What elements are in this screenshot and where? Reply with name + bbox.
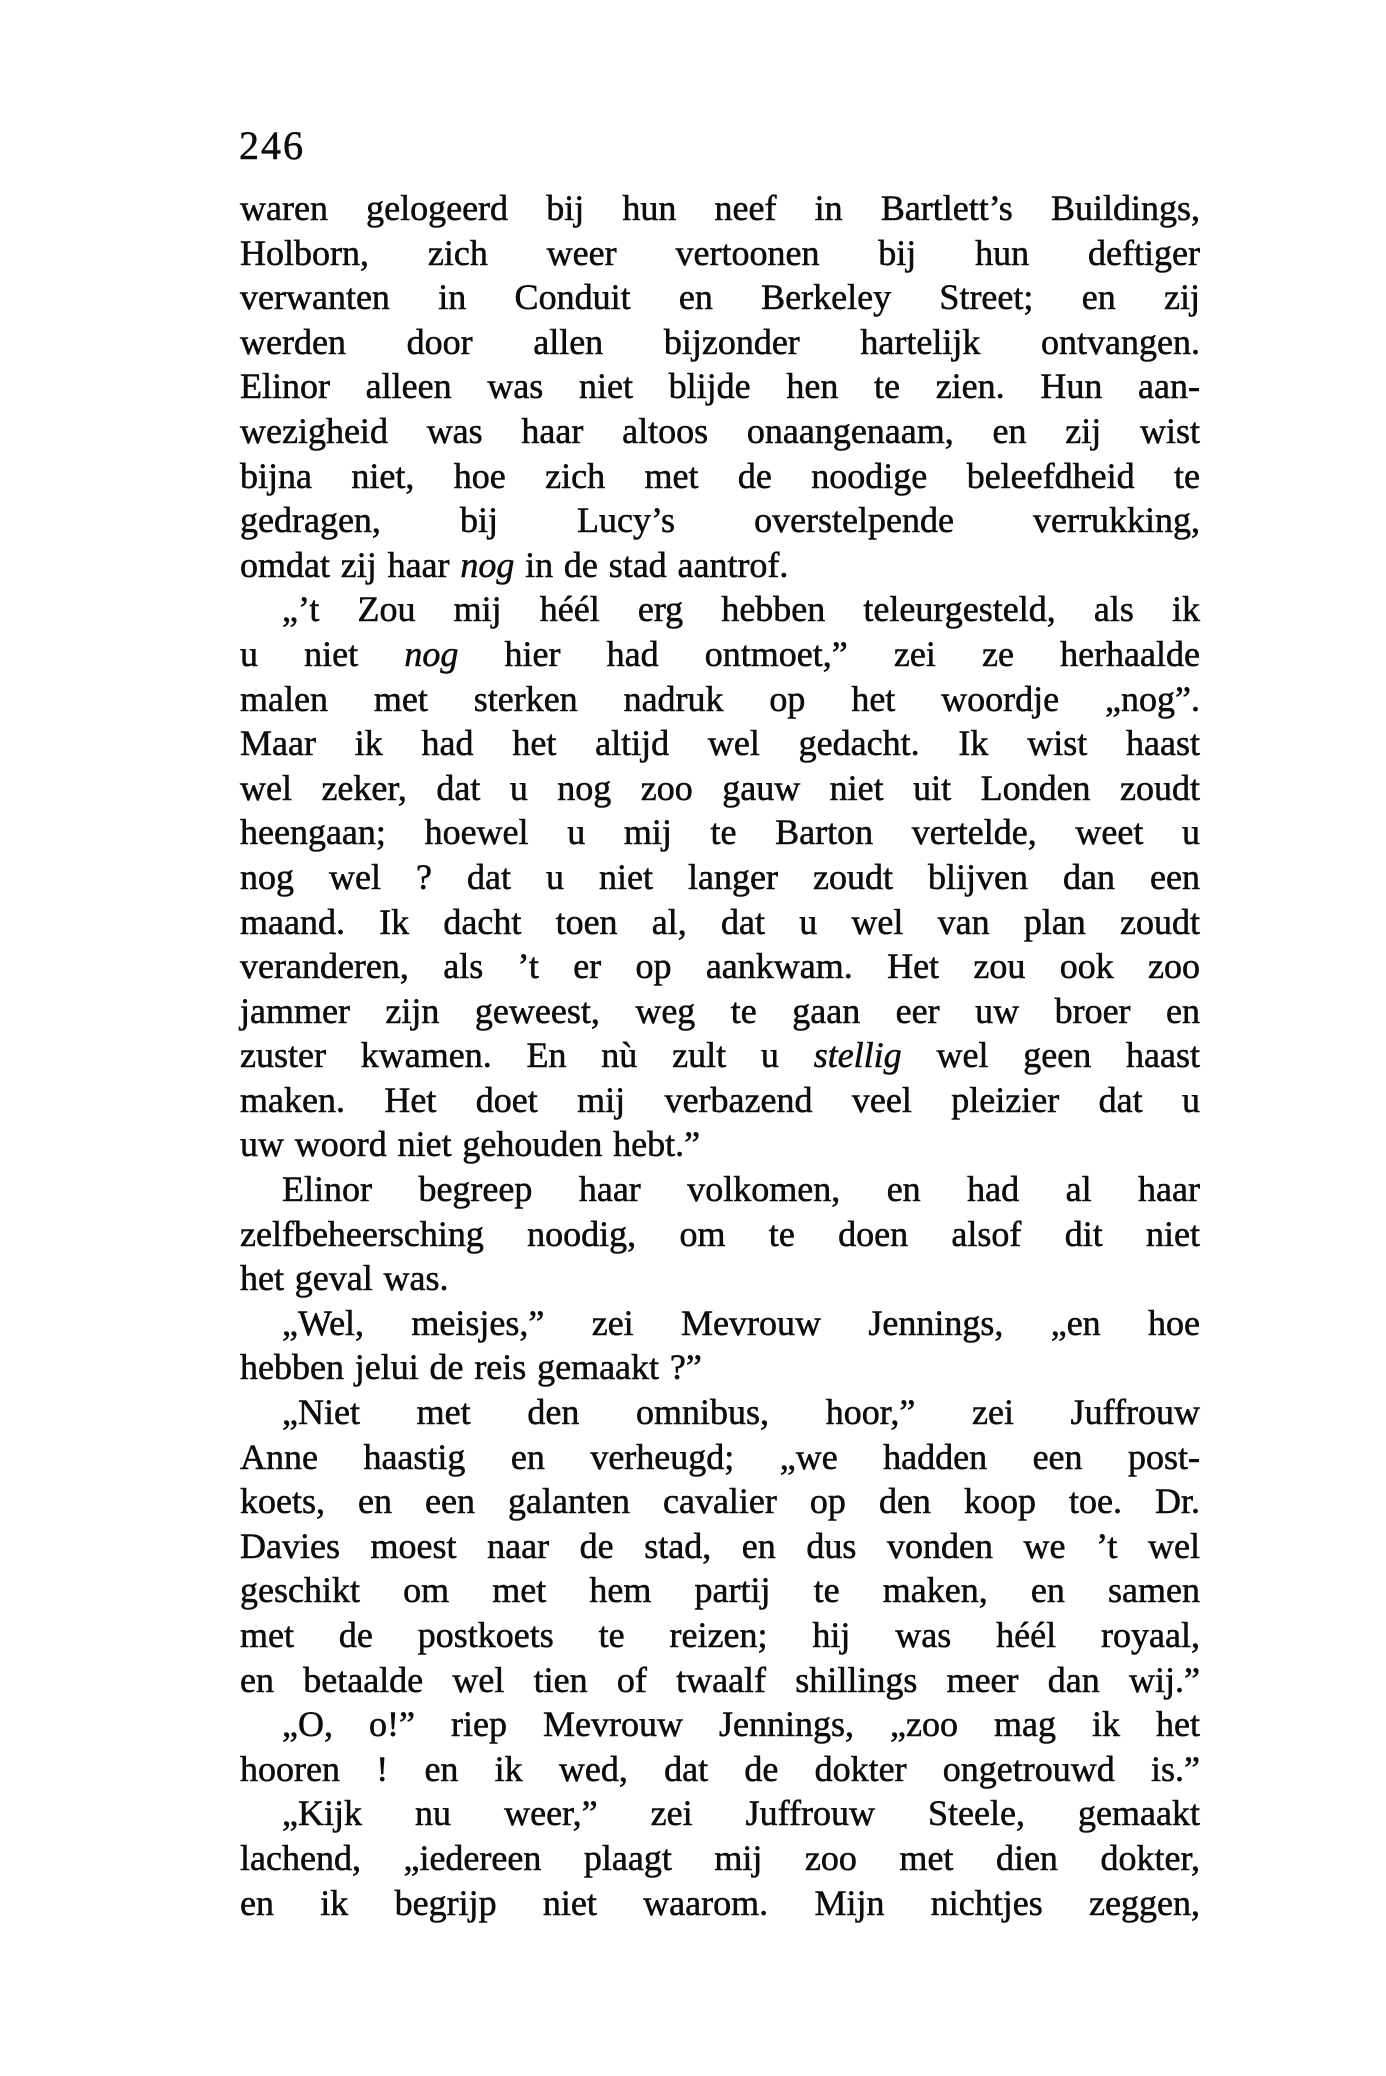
text-line xyxy=(240,587,1200,632)
text-line xyxy=(240,275,1200,320)
text-line xyxy=(240,1524,1200,1569)
text-segment: veranderen, als ’t er op aankwam. Het zou ook zoo xyxy=(240,946,1200,987)
text-segment: wel geen haast xyxy=(901,1035,1200,1076)
text-line xyxy=(240,1256,1200,1301)
text-segment: zuster kwamen. En nù zult u xyxy=(240,1035,814,1076)
text-segment: Elinor begreep haar volkomen, en had al haar xyxy=(282,1169,1200,1210)
text-line xyxy=(240,498,1200,543)
text-line xyxy=(240,810,1200,855)
text-segment: heengaan; hoewel u mij te Barton vertelde, weet u xyxy=(240,812,1200,853)
text-segment: waren gelogeerd bij hun neef in Bartlett’s Buildings, xyxy=(240,188,1200,228)
text-line xyxy=(240,543,1200,588)
text-segment: en ik begrijp niet waarom. Mijn nichtjes zeggen, xyxy=(240,1882,1200,1923)
text-segment: verwanten in Conduit en Berkeley Street; en zij xyxy=(240,277,1200,318)
text-segment: het geval was. xyxy=(240,1258,449,1299)
text-segment: bijna niet, hoe zich met de noodige beleefdheid te xyxy=(240,455,1200,496)
text-line xyxy=(240,186,1200,231)
text-segment: Anne haastig en verheugd; „we hadden een post- xyxy=(240,1436,1200,1477)
text-segment: hier had ontmoet,” zei ze herhaalde xyxy=(458,633,1200,674)
text-line xyxy=(240,1658,1200,1703)
text-segment: en betaalde wel tien of twaalf shillings meer dan wij.” xyxy=(240,1659,1200,1700)
text-line xyxy=(240,989,1200,1034)
text-segment: „’t Zou mij héél erg hebben teleurgesteld, als ik xyxy=(282,589,1200,630)
text-line xyxy=(240,1613,1200,1658)
text-segment: uw woord niet gehouden hebt.” xyxy=(240,1124,701,1165)
text-segment: jammer zijn geweest, weg te gaan eer uw broer en xyxy=(240,990,1200,1031)
italic-word: stellig xyxy=(813,1035,902,1076)
text-segment: „O, o!” riep Mevrouw Jennings, „zoo mag ik het xyxy=(282,1704,1200,1745)
italic-word: nog xyxy=(460,544,515,585)
text-segment: met de postkoets te reizen; hij was héél royaal, xyxy=(240,1615,1200,1655)
text-segment: omdat zij haar xyxy=(240,544,461,585)
text-line xyxy=(240,1345,1200,1390)
text-line xyxy=(240,1881,1200,1926)
text-line xyxy=(240,1435,1200,1480)
text-line xyxy=(240,1301,1200,1346)
text-line xyxy=(240,766,1200,811)
text-segment: Davies moest naar de stad, en dus vonden we ’t wel xyxy=(240,1525,1200,1566)
text-line xyxy=(240,364,1200,409)
text-segment: gedragen, bij Lucy’s overstelpende verrukking, xyxy=(240,500,1200,541)
text-line xyxy=(240,1568,1200,1613)
text-segment: „Kijk nu weer,” zei Juffrouw Steele, gemaakt xyxy=(282,1793,1200,1834)
text-line xyxy=(240,677,1200,722)
text-line xyxy=(240,1122,1200,1167)
text-segment: wezigheid was haar altoos onaangenaam, en zij wist xyxy=(240,410,1200,451)
text-line xyxy=(240,1212,1200,1257)
text-segment: lachend, „iedereen plaagt mij zoo met dien dokter, xyxy=(240,1837,1200,1878)
text-segment: koets, en een galanten cavalier op den koop toe. Dr. xyxy=(240,1481,1200,1522)
text-line xyxy=(240,944,1200,989)
text-segment: geschikt om met hem partij te maken, en samen xyxy=(240,1570,1200,1611)
text-segment: nog wel ? dat u niet langer zoudt blijven dan een xyxy=(240,856,1200,897)
text-line xyxy=(240,1033,1200,1078)
text-line xyxy=(240,1078,1200,1123)
text-line xyxy=(240,721,1200,766)
text-line xyxy=(240,231,1200,276)
text-line xyxy=(240,632,1200,677)
text-line xyxy=(240,900,1200,945)
text-segment: „Wel, meisjes,” zei Mevrouw Jennings, „en hoe xyxy=(282,1302,1200,1343)
text-segment: Holborn, zich weer vertoonen bij hun deftiger xyxy=(240,232,1200,273)
italic-word: nog xyxy=(404,633,459,674)
text-segment: maken. Het doet mij verbazend veel pleizier dat u xyxy=(240,1079,1200,1120)
text-segment: hooren ! en ik wed, dat de dokter ongetrouwd is.” xyxy=(240,1748,1200,1789)
text-line xyxy=(240,1390,1200,1435)
text-segment: u niet xyxy=(240,633,405,674)
text-line xyxy=(240,1836,1200,1881)
text-line xyxy=(240,454,1200,499)
text-segment: Elinor alleen was niet blijde hen te zien. Hun aan- xyxy=(240,366,1200,407)
text-segment: zelfbeheersching noodig, om te doen alsof dit niet xyxy=(240,1213,1200,1254)
text-line xyxy=(240,1747,1200,1792)
text-segment: malen met sterken nadruk op het woordje „nog”. xyxy=(240,678,1200,719)
text-line xyxy=(240,1167,1200,1212)
text-body xyxy=(240,186,1200,1925)
text-segment: hebben jelui de reis gemaakt ?” xyxy=(240,1347,702,1388)
text-segment: maand. Ik dacht toen al, dat u wel van plan zoudt xyxy=(240,901,1200,942)
text-segment: „Niet met den omnibus, hoor,” zei Juffrouw xyxy=(282,1392,1200,1433)
text-line xyxy=(240,1479,1200,1524)
text-line xyxy=(240,320,1200,365)
text-line xyxy=(240,855,1200,900)
page-number: 246 xyxy=(239,123,305,168)
text-segment: wel zeker, dat u nog zoo gauw niet uit Londen zoudt xyxy=(240,767,1200,808)
text-segment: Maar ik had het altijd wel gedacht. Ik wist haast xyxy=(240,723,1200,764)
text-line xyxy=(240,1791,1200,1836)
text-line xyxy=(240,409,1200,454)
text-segment: in de stad aantrof. xyxy=(514,544,789,585)
text-segment: werden door allen bijzonder hartelijk ontvangen. xyxy=(240,321,1200,362)
text-line xyxy=(240,1702,1200,1747)
